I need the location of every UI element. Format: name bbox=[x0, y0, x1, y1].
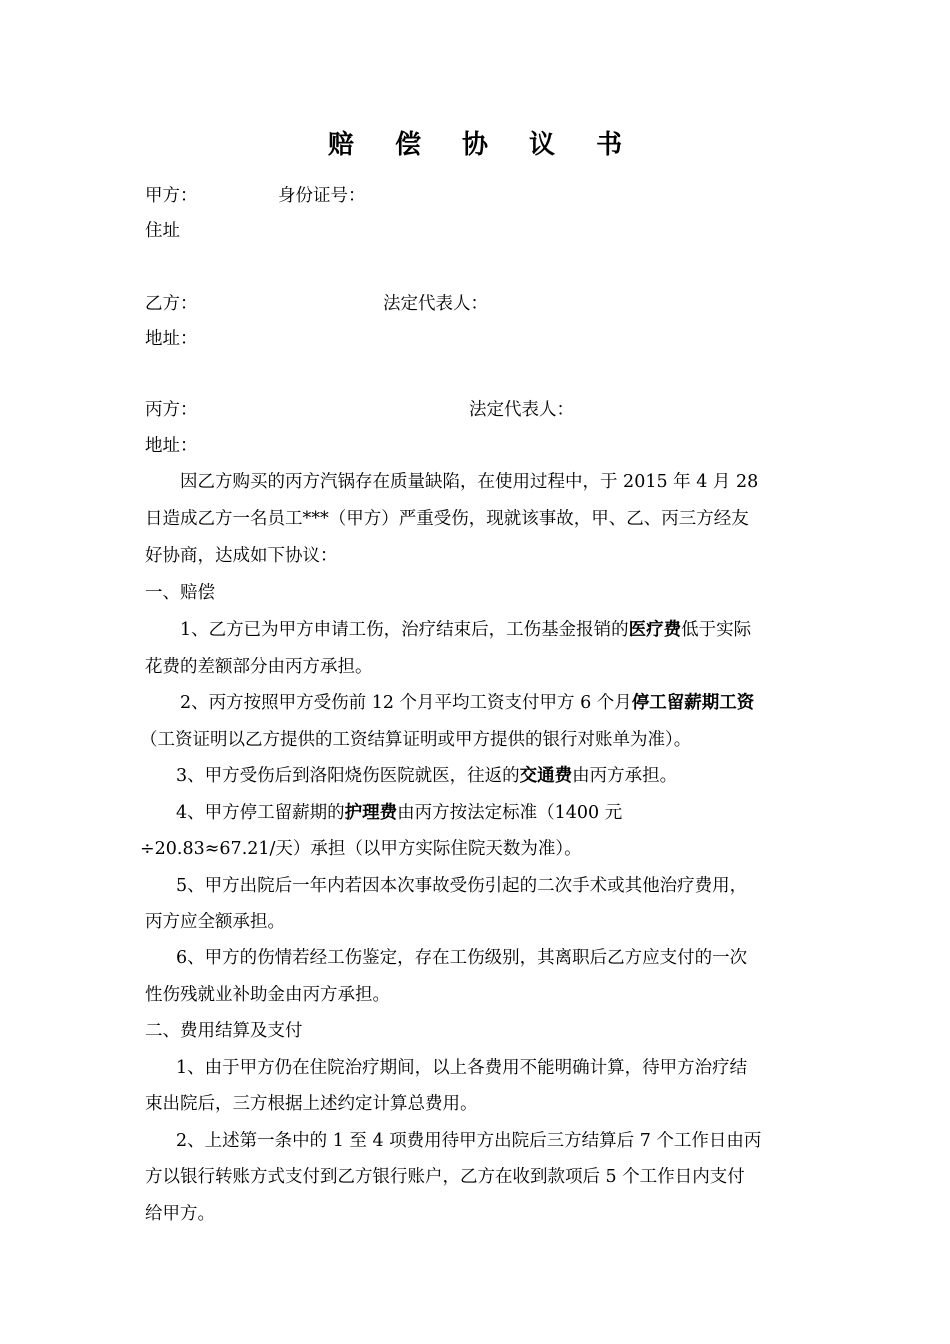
party-a-id-label: 身份证号： bbox=[278, 186, 366, 206]
clause-1-6-cont: 性伤残就业补助金由丙方承担。 bbox=[145, 985, 390, 1005]
wage-term: 停工留薪期工资 bbox=[631, 693, 755, 713]
intro-line: 好协商，达成如下协议： bbox=[145, 546, 338, 566]
party-c-rep-label: 法定代表人： bbox=[469, 400, 574, 420]
party-a-label: 甲方： bbox=[145, 186, 198, 206]
clause-1-2-cont: （工资证明以乙方提供的工资结算证明或甲方提供的银行对账单为准）。 bbox=[140, 730, 692, 750]
intro-line: 因乙方购买的丙方汽锅存在质量缺陷，在使用过程中，于 2015 年 4 月 28 bbox=[180, 472, 759, 492]
party-b-label: 乙方： bbox=[145, 294, 198, 314]
party-a-address-label: 住址 bbox=[145, 221, 180, 241]
clause-1-1: 1、乙方已为甲方申请工伤，治疗结束后，工伤基金报销的医疗费低于实际 bbox=[180, 620, 752, 640]
party-b-rep-label: 法定代表人： bbox=[383, 294, 488, 314]
clause-1-5-cont: 丙方应全额承担。 bbox=[145, 912, 285, 932]
clause-1-1-cont: 花费的差额部分由丙方承担。 bbox=[145, 657, 373, 677]
clause-2-2: 2、上述第一条中的 1 至 4 项费用待甲方出院后三方结算后 7 个工作日由丙 bbox=[176, 1131, 762, 1151]
clause-2-1-cont: 束出院后，三方根据上述约定计算总费用。 bbox=[145, 1094, 478, 1114]
clause-1-4-cont: ÷20.83≈67.21/天）承担（以甲方实际住院天数为准）。 bbox=[140, 839, 582, 859]
clause-1-6: 6、甲方的伤情若经工伤鉴定，存在工伤级别，其离职后乙方应支付的一次 bbox=[176, 948, 748, 968]
clause-1-4: 4、甲方停工留薪期的护理费由丙方按法定标准（1400 元 bbox=[176, 803, 623, 823]
document-title: 赔 偿 协 议 书 bbox=[327, 130, 639, 160]
party-c-label: 丙方： bbox=[145, 400, 198, 420]
intro-line: 日造成乙方一名员工***（甲方）严重受伤，现就该事故，甲、乙、丙三方经友 bbox=[145, 509, 749, 529]
clause-2-2-cont: 方以银行转账方式支付到乙方银行账户，乙方在收到款项后 5 个工作日内支付 bbox=[145, 1167, 745, 1187]
party-c-address-label: 地址： bbox=[145, 436, 198, 456]
clause-2-1: 1、由于甲方仍在住院治疗期间，以上各费用不能明确计算，待甲方治疗结 bbox=[176, 1058, 748, 1078]
section-1-heading: 一、赔偿 bbox=[145, 583, 215, 603]
transport-fee-term: 交通费 bbox=[519, 766, 573, 786]
section-2-heading: 二、费用结算及支付 bbox=[145, 1021, 303, 1041]
clause-1-5: 5、甲方出院后一年内若因本次事故受伤引起的二次手术或其他治疗费用， bbox=[176, 876, 748, 896]
clause-2-2-cont: 给甲方。 bbox=[145, 1204, 215, 1224]
nursing-fee-term: 护理费 bbox=[344, 803, 398, 823]
clause-1-2: 2、丙方按照甲方受伤前 12 个月平均工资支付甲方 6 个月停工留薪期工资 bbox=[180, 693, 755, 713]
clause-1-3: 3、甲方受伤后到洛阳烧伤医院就医，往返的交通费由丙方承担。 bbox=[176, 766, 678, 786]
medical-fee-term: 医疗费 bbox=[628, 620, 682, 640]
party-b-address-label: 地址： bbox=[145, 329, 198, 349]
